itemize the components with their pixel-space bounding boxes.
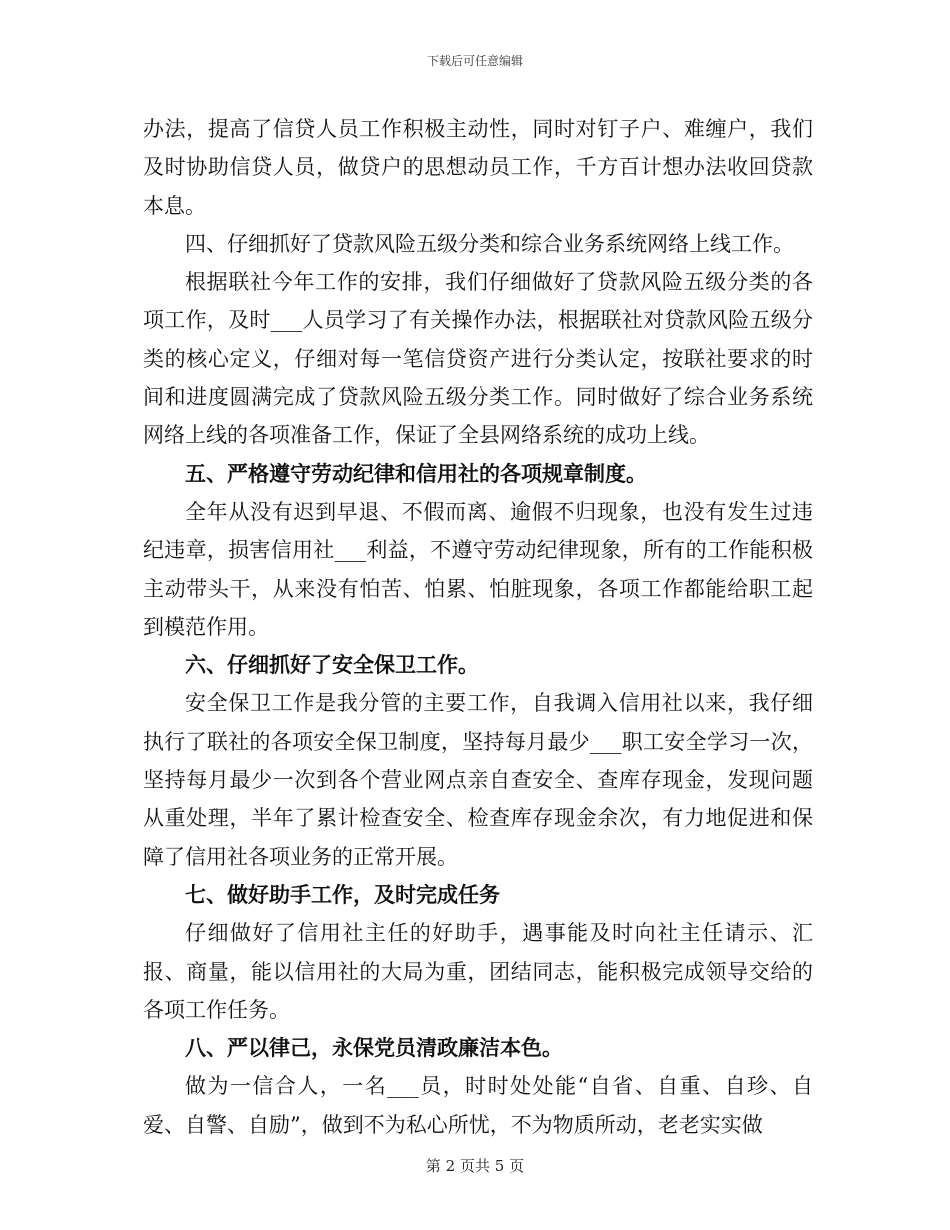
section-heading-six: 六、仔细抓好了安全保卫工作。	[185, 652, 479, 678]
paragraph: 全年从没有迟到早退、不假而离、逾假不归现象，也没有发生过违纪违章，损害信用社___利益，不遵守劳动纪律现象，所有的工作能积极主动带头干，从来没有怕苦、怕累、怕脏现象，各项工作都能给职工起到模范作用。	[143, 499, 813, 639]
section-heading-seven: 七、做好助手工作，及时完成任务	[185, 881, 500, 907]
paragraph: 仔细做好了信用社主任的好助手，遇事能及时向社主任请示、汇报、商量，能以信用社的大局为重，团结同志，能积极完成领导交给的各项工作任务。	[143, 921, 813, 1022]
document-body	[143, 110, 813, 1144]
page-header: 下载后可任意编辑	[426, 54, 523, 68]
paragraph-continued: 办法，提高了信贷人员工作积极主动性，同时对钉子户、难缠户，我们及时协助信贷人员，做贷户的思想动员工作，千方百计想办法收回贷款本息。	[143, 117, 813, 218]
paragraph: 安全保卫工作是我分管的主要工作，自我调入信用社以来，我仔细执行了联社的各项安全保卫制度，坚持每月最少___职工安全学习一次，坚持每月最少一次到各个营业网点亲自查安全、查库存现金，发现问题从重处理，半年了累计检查安全、检查库存现金余次，有力地促进和保障了信用社各项业务的正常开展。	[143, 691, 813, 869]
paragraph: 根据联社今年工作的安排，我们仔细做好了贷款风险五级分类的各项工作，及时___人员学习了有关操作办法，根据联社对贷款风险五级分类的核心定义，仔细对每一笔信贷资产进行分类认定，按联社要求的时间和进度圆满完成了贷款风险五级分类工作。同时做好了综合业务系统网络上线的各项准备工作，保证了全县网络系统的成功上线。	[143, 270, 813, 448]
paragraph: 做为一信合人，一名___员，时时处处能“自省、自重、自珍、自爱、自警、自励”，做到不为私心所忧，不为物质所动，老老实实做	[143, 1074, 813, 1137]
page-footer: 第 2 页共 5 页	[425, 1157, 525, 1175]
section-heading-five: 五、严格遵守劳动纪律和信用社的各项规章制度。	[185, 460, 647, 486]
section-heading-eight: 八、严以律己，永保党员清政廉洁本色。	[185, 1035, 563, 1061]
paragraph-section-four: 四、仔细抓好了贷款风险五级分类和综合业务系统网络上线工作。	[185, 231, 794, 256]
